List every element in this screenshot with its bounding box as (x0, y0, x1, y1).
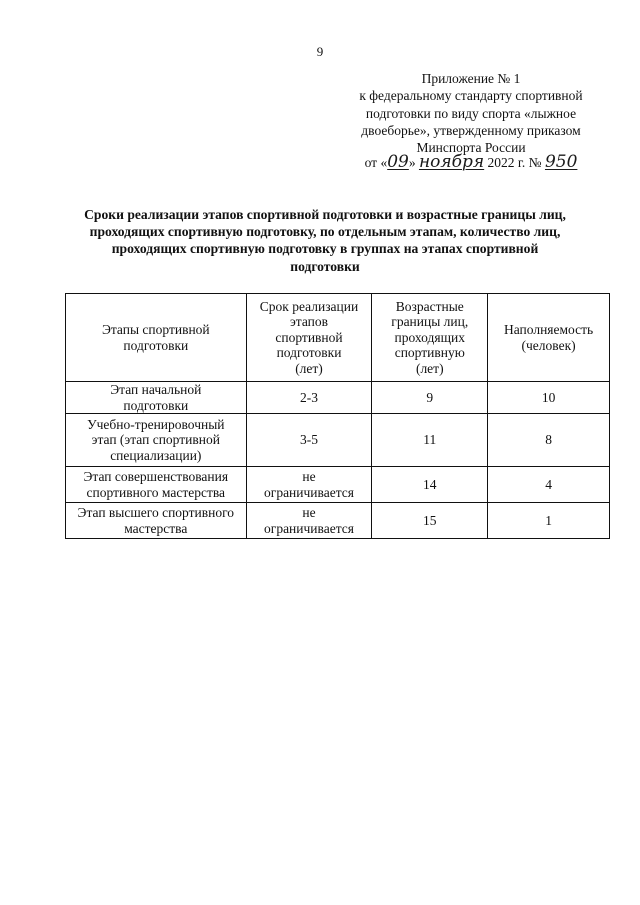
appendix-text-line: Минспорта России (416, 140, 526, 156)
cell-text: 3-5 (300, 432, 318, 448)
header-text: (лет) (295, 360, 323, 376)
cell-text: ограничивается (264, 520, 354, 536)
header-text: спортивную (394, 345, 465, 361)
appendix-text-line: к федеральному стандарту спортивной (359, 88, 583, 104)
stage-cell (66, 414, 247, 467)
date-mid: » (408, 155, 416, 171)
capacity-cell: 4 (488, 467, 610, 503)
header-text: (лет) (415, 360, 444, 376)
header-stage (66, 294, 247, 382)
cell-text: 2-3 (300, 389, 318, 405)
header-text: Наполняемость (503, 322, 594, 337)
cell-text: ограничивается (264, 484, 354, 500)
header-text: подготовки (123, 337, 189, 353)
header-capacity (488, 294, 610, 382)
duration-cell (246, 503, 372, 539)
age-cell: 14 (372, 467, 488, 503)
appendix-text-line: подготовки по виду спорта «лыжное (365, 105, 577, 121)
header-text: подготовки (276, 345, 342, 361)
cell-text: не (302, 469, 316, 484)
capacity-cell: 1 (488, 503, 610, 539)
header-text: этапов (289, 314, 329, 330)
header-text: Срок реализации (259, 298, 359, 314)
cell-text: Учебно-тренировочный (87, 416, 225, 432)
age-cell: 11 (372, 414, 488, 467)
cell-text: подготовки (123, 397, 189, 413)
header-text: границы лиц, (391, 314, 469, 330)
table-row (66, 503, 610, 539)
appendix-text-line: двоеборье», утвержденному приказом (361, 122, 581, 138)
appendix-title: Приложение № 1 (421, 71, 521, 86)
cell-text: не (302, 505, 316, 520)
cell-text: мастерства (124, 520, 188, 536)
page-number: 9 (316, 44, 324, 59)
title-line: Сроки реализации этапов спортивной подготовки и возрастные границы лиц, (84, 207, 566, 222)
duration-cell (246, 467, 372, 503)
document-title (60, 206, 590, 275)
duration-cell (246, 414, 372, 467)
header-duration (246, 294, 372, 382)
cell-text: Этап совершенствования (83, 469, 229, 484)
cell-text: специализации) (110, 447, 202, 463)
order-date-line (340, 154, 602, 171)
cell-text: этап (этап спортивной (91, 432, 220, 448)
table-row (66, 467, 610, 503)
stage-cell (66, 467, 247, 503)
table-header-row (66, 294, 610, 382)
handwritten-month: ноября (418, 152, 485, 173)
cell-text: спортивного мастерства (86, 484, 226, 500)
table-row (66, 414, 610, 467)
handwritten-order-number: 950 (544, 152, 578, 173)
header-age (372, 294, 488, 382)
capacity-cell: 8 (488, 414, 610, 467)
cell-text: Этап высшего спортивного (77, 505, 235, 520)
cell-text: Этап начальной (110, 382, 202, 397)
stage-cell (66, 503, 247, 539)
table-row (66, 382, 610, 414)
header-text: спортивной (275, 329, 343, 345)
header-text: Этапы спортивной (101, 322, 210, 337)
appendix-block (340, 70, 602, 172)
stage-cell (66, 382, 247, 414)
header-text: Возрастные (395, 298, 464, 314)
duration-cell (246, 382, 372, 414)
header-text: проходящих (394, 329, 465, 345)
title-line: проходящих спортивную подготовку, по отдельным этапам, количество лиц, (89, 224, 561, 240)
capacity-cell: 10 (488, 382, 610, 414)
age-cell: 9 (372, 382, 488, 414)
header-text: (человек) (521, 337, 576, 353)
handwritten-day: 09 (387, 152, 409, 173)
stages-table (65, 293, 610, 539)
year-text: 2022 г. № (487, 155, 542, 171)
age-cell: 15 (372, 503, 488, 539)
title-line: подготовки (290, 258, 360, 274)
title-line: проходящих спортивную подготовку в группах на этапах спортивной (111, 241, 539, 257)
date-prefix: от « (364, 155, 388, 171)
